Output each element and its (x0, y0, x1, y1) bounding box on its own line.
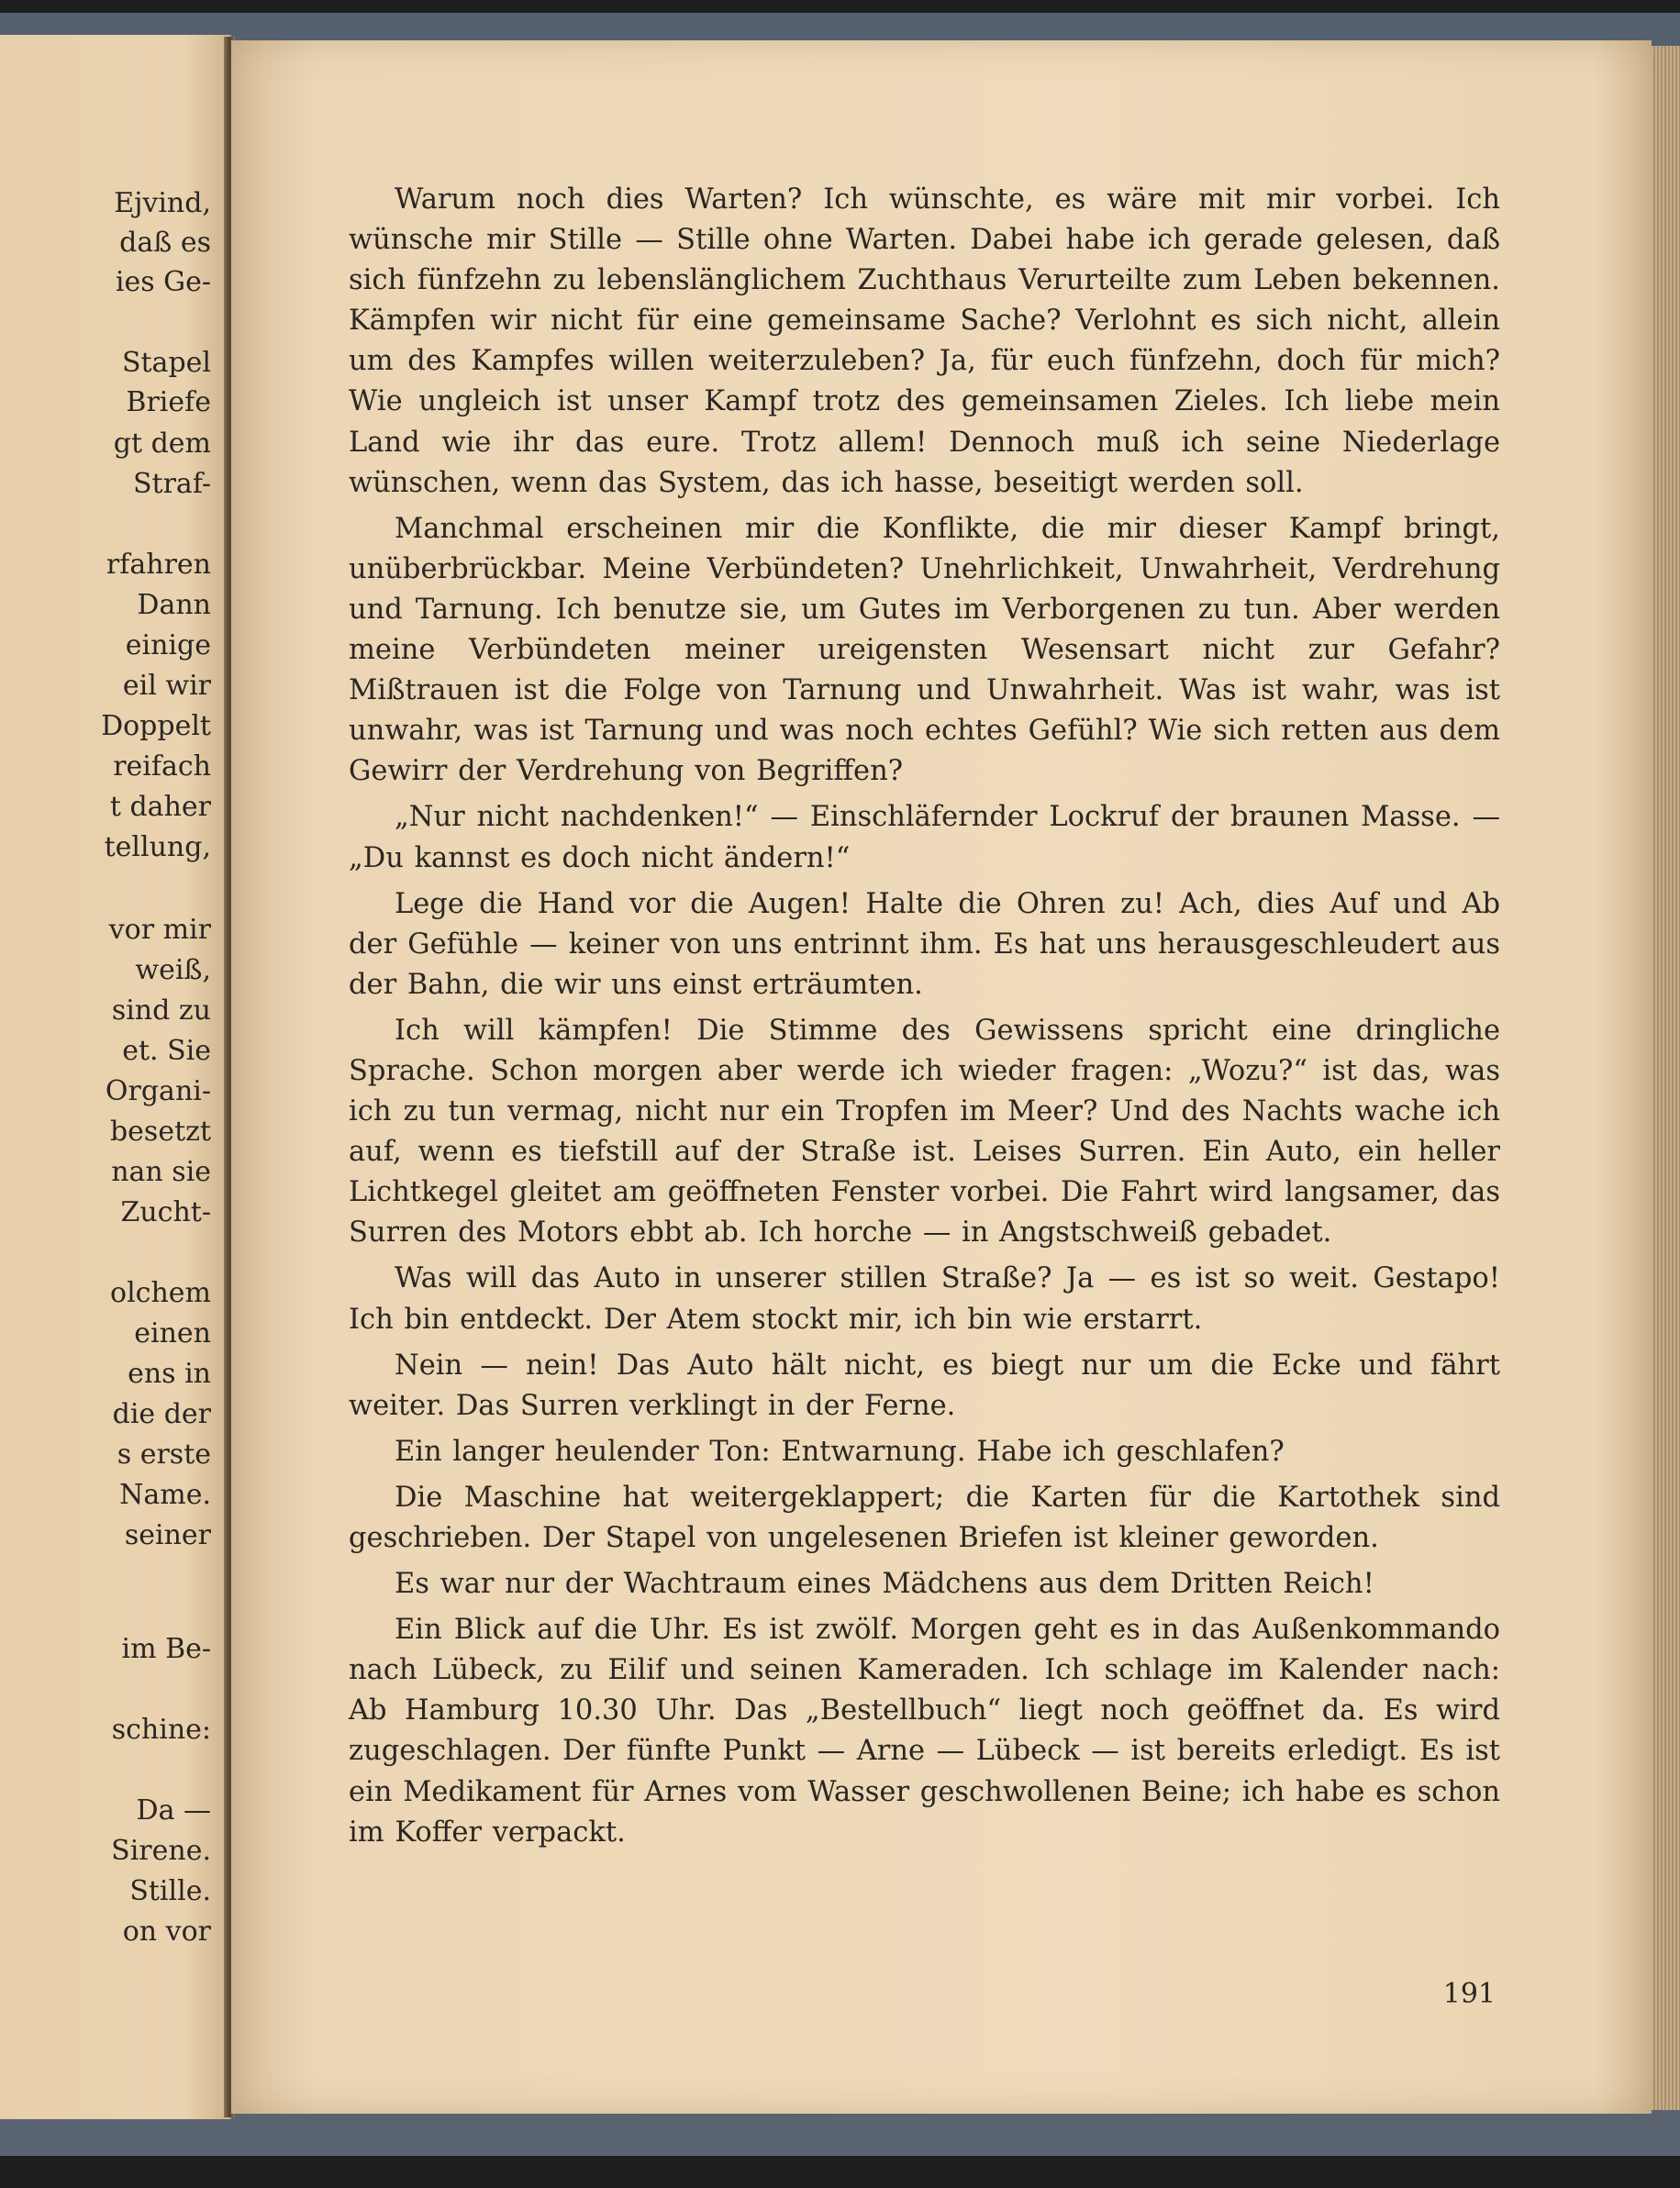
left-line: einige (125, 629, 211, 661)
left-line: Straf- (132, 468, 211, 500)
left-line: reifach (113, 750, 211, 783)
left-line: Sirene. (111, 1835, 211, 1867)
paragraph: Was will das Auto in unserer stillen Straße? Ja — es ist so weit. Gestapo! Ich bin entdeckt. Der Atem stockt mir, ich bin wie erstarrt. (349, 1262, 1500, 1336)
left-line: on vor (122, 1916, 211, 1948)
binding-bottom-edge (0, 2110, 1680, 2188)
left-line: daß es (119, 227, 211, 259)
left-line: Name. (119, 1479, 211, 1511)
left-line: ens in (128, 1358, 211, 1390)
left-line: et. Sie (122, 1035, 211, 1067)
left-line: Stapel (121, 347, 211, 379)
left-line: rfahren (106, 549, 211, 581)
left-line: Da — (136, 1794, 211, 1827)
left-line: nan sie (111, 1156, 211, 1188)
left-line: ies Ge- (115, 266, 211, 298)
left-line: vor mir (108, 914, 211, 946)
paragraph: Manchmal erscheinen mir die Konflikte, die mir dieser Kampf bringt, unüberbrückbar. Meine Verbündeten? Unehrlichkeit, Unwahrheit, Verdrehung und Tarnung. Ich benutze sie, um Gutes im Verborgenen zu tun. Aber werden meine Verbündeten meiner ureigensten Wesensart nicht zur Gefahr? Mißtrauen ist die Folge von Tarnung und Unwahrheit. Was ist wahr, was ist unwahr, was ist Tarnung und was noch echtes Gefühl? Wie sich retten aus dem Gewirr der Verdrehung von Begriffen? (349, 512, 1500, 788)
left-line: Briefe (126, 386, 211, 418)
left-line: Doppelt (101, 710, 211, 742)
left-line: sind zu (111, 994, 211, 1027)
left-facing-page (0, 35, 231, 2119)
left-line: Ejvind, (114, 187, 211, 219)
left-line: schine: (111, 1714, 211, 1746)
paragraph: Es war nur der Wachtraum eines Mädchens aus dem Dritten Reich! (395, 1568, 1374, 1601)
left-line: weiß, (135, 954, 211, 986)
paragraph: Nein — nein! Das Auto hält nicht, es biegt nur um die Ecke und fährt weiter. Das Surren verklingt in der Ferne. (349, 1349, 1500, 1422)
left-line: Zucht- (120, 1196, 211, 1228)
paragraph: Ein langer heulender Ton: Entwarnung. Habe ich geschlafen? (395, 1435, 1285, 1468)
left-line: Organi- (105, 1075, 211, 1107)
left-line: im Be- (121, 1633, 211, 1665)
paragraph: „Nur nicht nachdenken!“ — Einschläfernder Lockruf der braunen Masse. — „Du kannst es doch nicht ändern!“ (349, 801, 1500, 874)
body-text (349, 180, 1500, 1859)
paragraph: Ich will kämpfen! Die Stimme des Gewissens spricht eine dringliche Sprache. Schon morgen aber werde ich wieder fragen: „Wozu?“ ist das, was ich zu tun vermag, nicht nur ein Tropfen im Meer? Und des Nachts wache ich auf, wenn es tiefstill auf der Straße ist. Leises Surren. Ein Auto, ein heller Lichtkegel gleitet am geöffneten Fenster vorbei. Die Fahrt wird langsamer, das Surren des Motors ebbt ab. Ich horche — in Angstschweiß gebadet. (349, 1014, 1500, 1249)
left-line: einen (134, 1317, 211, 1349)
left-line: olchem (110, 1277, 211, 1309)
paragraph: Die Maschine hat weitergeklappert; die Karten für die Kartothek sind geschrieben. Der Stapel von ungelesenen Briefen ist kleiner geworden. (349, 1481, 1500, 1554)
paragraph: Warum noch dies Warten? Ich wünschte, es wäre mit mir vorbei. Ich wünsche mir Stille — Stille ohne Warten. Dabei habe ich gerade gelesen, daß sich fünfzehn zu lebenslänglichem Zuchthaus Verurteilte zum Leben bekennen. Kämpfen wir nicht für eine gemeinsame Sache? Verlohnt es sich nicht, allein um des Kampfes willen weiterzuleben? Ja, für euch fünfzehn, doch für mich? Wie ungleich ist unser Kampf trotz des gemeinsamen Zieles. Ich liebe mein Land wie ihr das eure. Trotz allem! Dennoch muß ich seine Niederlage wünschen, wenn das System, das ich hasse, beseitigt werden soll. (349, 183, 1500, 499)
left-line: t daher (109, 791, 211, 823)
left-line: besetzt (109, 1116, 211, 1148)
left-line: Stille. (129, 1875, 211, 1907)
left-line: gt dem (113, 428, 211, 460)
paragraph: Lege die Hand vor die Augen! Halte die Ohren zu! Ach, dies Auf und Ab der Gefühle — keiner von uns entrinnt ihm. Es hat uns herausgeschleudert aus der Bahn, die wir uns einst erträumten. (349, 887, 1500, 1001)
left-line: s erste (117, 1438, 211, 1471)
left-line: eil wir (122, 670, 211, 702)
left-line: seiner (124, 1519, 211, 1551)
page-edge (1652, 46, 1680, 2110)
left-line: Dann (137, 589, 211, 621)
left-line: tellung, (104, 831, 211, 863)
paragraph: Ein Blick auf die Uhr. Es ist zwölf. Morgen geht es in das Außenkommando nach Lübeck, zu Eilif und seinen Kameraden. Ich schlage im Kalender nach: Ab Hamburg 10.30 Uhr. Das „Bestellbuch“ liegt noch geöffnet da. Es wird zugeschlagen. Der fünfte Punkt — Arne — Lübeck — ist bereits erledigt. Es ist ein Medikament für Arnes vom Wasser geschwollenen Beine; ich habe es schon im Koffer verpackt. (349, 1614, 1500, 1849)
left-line: die der (112, 1398, 211, 1430)
page-number: 191 (1442, 1978, 1496, 2010)
